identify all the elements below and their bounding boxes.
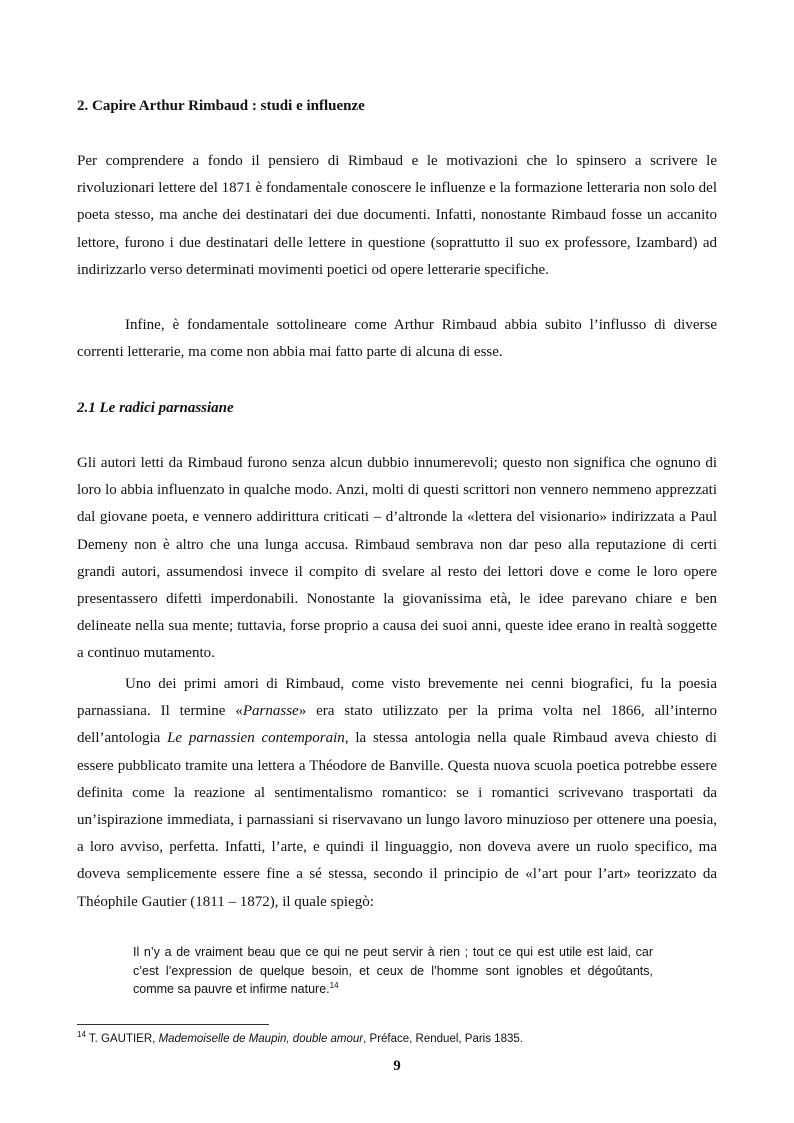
footnote-title: Mademoiselle de Maupin, double amour [158, 1033, 364, 1045]
footnote-reference[interactable]: 14 [329, 980, 339, 990]
footnote-number: 14 [77, 1030, 86, 1040]
footnote-divider [77, 1024, 269, 1025]
quote-text: Il n’y a de vraiment beau que ce qui ne peut servir à rien ; tout ce qui est utile est laid, car c’est l’expression de quelque besoin, et ceux de l’homme sont ignobles et dégoûtants, comme sa pauvre et infirme nature. [133, 945, 653, 996]
paragraph-4 [77, 671, 717, 916]
paragraph-4-italic-anthology-title: Le parnassien contemporain [167, 730, 345, 747]
subsection-heading: 2.1 Le radici parnassiane [77, 400, 234, 416]
section-heading: 2. Capire Arthur Rimbaud : studi e influenze [77, 98, 365, 114]
paragraph-4-part-3: , la stessa antologia nella quale Rimbaud aveva chiesto di essere pubblicato tramite una lettera a Théodore de Banville. Questa nuova scuola poetica potrebbe essere definita come la reazione al sentimentalismo romantico: se i romantici scrivevano trasportati da un’ispirazione immediata, i parnassiani si riservavano un lungo lavoro minuzioso per ottenere una poesia, a loro avviso, perfetta. Infatti, l’arte, e quindi il linguaggio, non doveva avere un ruolo specifico, ma doveva semplicemente essere fine a sé stessa, secondo il principio de «l’art pour l’art» teorizzato da Théophile Gautier (1811 – 1872), il quale spiegò: [77, 730, 717, 910]
footnote-rest: , Préface, Renduel, Paris 1835. [363, 1033, 523, 1045]
paragraph-2: Infine, è fondamentale sottolineare come Arthur Rimbaud abbia subito l’influsso di diverse correnti letterarie, ma come non abbia mai fatto parte di alcuna di esse. [77, 317, 717, 361]
paragraph-1: Per comprendere a fondo il pensiero di Rimbaud e le motivazioni che lo spinsero a scrivere le rivoluzionari lettere del 1871 è fondamentale conoscere le influenze e la formazione letteraria non solo del poeta stesso, ma anche dei destinatari dei due documenti. Infatti, nonostante Rimbaud fosse un accanito lettore, furono i due destinatari delle lettere in questione (soprattutto il suo ex professore, Izambard) ad indirizzarlo verso determinati movimenti poetici od opere letterarie specifiche. [77, 153, 717, 278]
paragraph-4-part-2: » era stato utilizzato per la prima volta nel 1866, all’interno dell’antologia [77, 703, 717, 747]
footnote [77, 1031, 717, 1047]
footnote-author: T. GAUTIER, [88, 1033, 159, 1045]
block-quote [133, 943, 653, 999]
paragraph-4-italic-parnasse: Parnasse [242, 703, 299, 720]
paragraph-4-part-1: Uno dei primi amori di Rimbaud, come visto brevemente nei cenni biografici, fu la poesia parnassiana. Il termine « [77, 676, 717, 720]
page-number: 9 [393, 1058, 401, 1074]
paragraph-3: Gli autori letti da Rimbaud furono senza alcun dubbio innumerevoli; questo non significa che ognuno di loro lo abbia influenzato in qualche modo. Anzi, molti di questi scrittori non vennero nemmeno apprezzati dal giovane poeta, e vennero addirittura criticati – d’altronde la «lettera del visionario» indirizzata a Paul Demeny non è altro che una lunga accusa. Rimbaud sembrava non dar peso alla reputazione di certi grandi autori, assumendosi invece il compito di svelare al resto dei lettori dove e come le loro opere presentassero difetti imperdonabili. Nonostante la giovanissima età, le idee parevano chiare e ben delineate nella sua mente; tuttavia, forse proprio a causa dei suoi anni, queste idee erano in realtà soggette a continuo mutamento. [77, 455, 717, 662]
